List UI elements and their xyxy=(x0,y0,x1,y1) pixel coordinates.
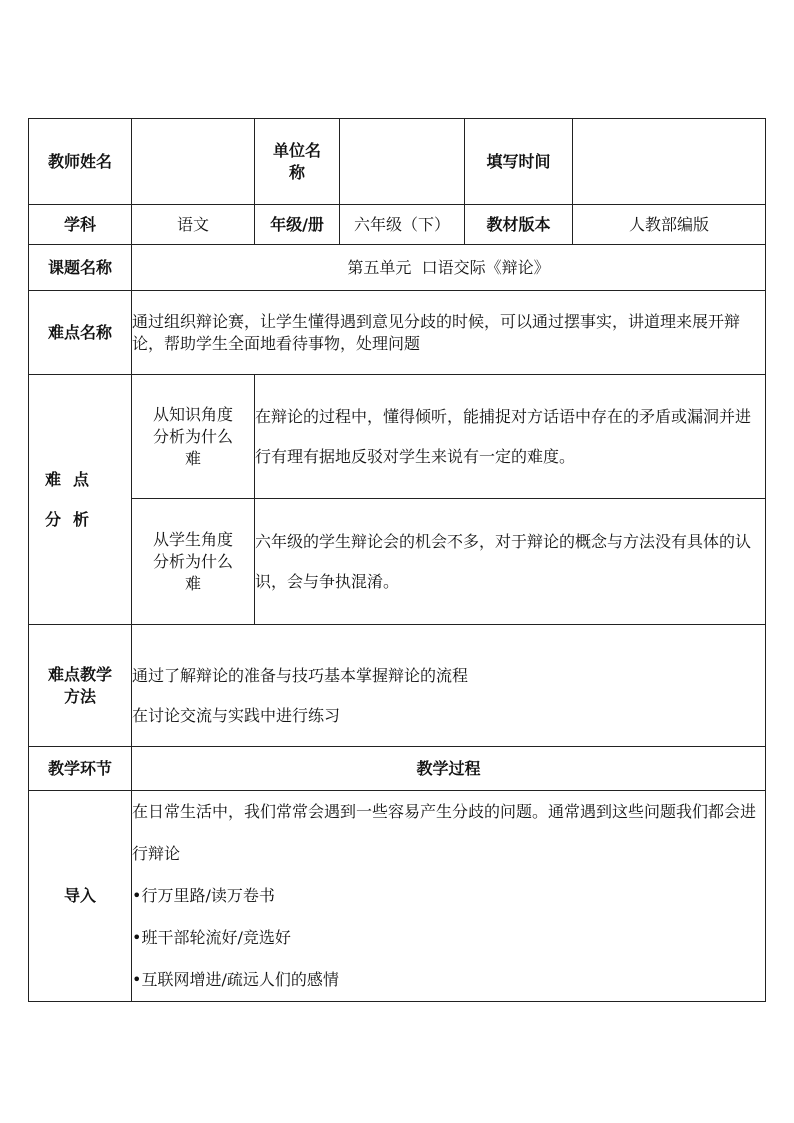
row-difficulty xyxy=(29,291,766,375)
topic-value: 第五单元 口语交际《辩论》 xyxy=(132,245,766,291)
student-angle-label xyxy=(132,499,255,625)
analysis-label xyxy=(29,375,132,625)
subject-label: 学科 xyxy=(29,205,132,245)
edition-value: 人教部编版 xyxy=(573,205,766,245)
row-analysis-knowledge xyxy=(29,375,766,499)
method-line-2: 在讨论交流与实践中进行练习 xyxy=(132,706,341,725)
grade-label: 年级/册 xyxy=(255,205,340,245)
row-intro xyxy=(29,791,766,1002)
fill-date-value xyxy=(573,119,766,205)
teacher-name-value xyxy=(132,119,255,205)
row-subject-info xyxy=(29,205,766,245)
knowledge-angle-value: 在辩论的过程中，懂得倾听，能捕捉对方话语中存在的矛盾或漏洞并进行有理有据地反驳对学生来说有一定的难度。 xyxy=(255,375,766,499)
unit-name-value xyxy=(340,119,465,205)
subject-value: 语文 xyxy=(132,205,255,245)
analysis-label-text: 难点分析 xyxy=(45,469,102,529)
method-line-1: 通过了解辩论的准备与技巧基本掌握辩论的流程 xyxy=(132,666,469,685)
intro-paragraph: 在日常生活中，我们常常会遇到一些容易产生分歧的问题。通常遇到这些问题我们都会进行辩论 xyxy=(132,802,757,863)
student-angle-label-text: 从学生角度分析为什么难 xyxy=(152,529,233,593)
intro-bullet-1: •行万里路/读万卷书 xyxy=(132,886,275,905)
unit-name-label xyxy=(255,119,340,205)
fill-date-label: 填写时间 xyxy=(465,119,573,205)
difficulty-label: 难点名称 xyxy=(29,291,132,375)
knowledge-angle-label-text: 从知识角度分析为什么难 xyxy=(152,404,233,468)
row-method xyxy=(29,625,766,747)
unit-name-label-text: 单位名称 xyxy=(272,140,321,182)
topic-label: 课题名称 xyxy=(29,245,132,291)
edition-label: 教材版本 xyxy=(465,205,573,245)
student-angle-value: 六年级的学生辩论会的机会不多，对于辩论的概念与方法没有具体的认识，会与争执混淆。 xyxy=(255,499,766,625)
row-teacher-info xyxy=(29,119,766,205)
stage-header: 教学环节 xyxy=(29,747,132,791)
process-header: 教学过程 xyxy=(132,747,766,791)
intro-content xyxy=(132,791,766,1002)
row-process-header xyxy=(29,747,766,791)
method-value xyxy=(132,625,766,747)
lesson-plan-table xyxy=(28,118,766,1002)
method-label-text: 难点教学方法 xyxy=(47,664,112,706)
row-analysis-student xyxy=(29,499,766,625)
method-label xyxy=(29,625,132,747)
intro-bullet-2: •班干部轮流好/竞选好 xyxy=(132,928,291,947)
grade-value: 六年级（下） xyxy=(340,205,465,245)
knowledge-angle-label xyxy=(132,375,255,499)
row-topic xyxy=(29,245,766,291)
intro-bullet-3: •互联网增进/疏远人们的感情 xyxy=(132,970,339,989)
intro-label: 导入 xyxy=(29,791,132,1002)
teacher-name-label: 教师姓名 xyxy=(29,119,132,205)
difficulty-value: 通过组织辩论赛，让学生懂得遇到意见分歧的时候，可以通过摆事实，讲道理来展开辩论，帮助学生全面地看待事物，处理问题 xyxy=(132,291,766,375)
